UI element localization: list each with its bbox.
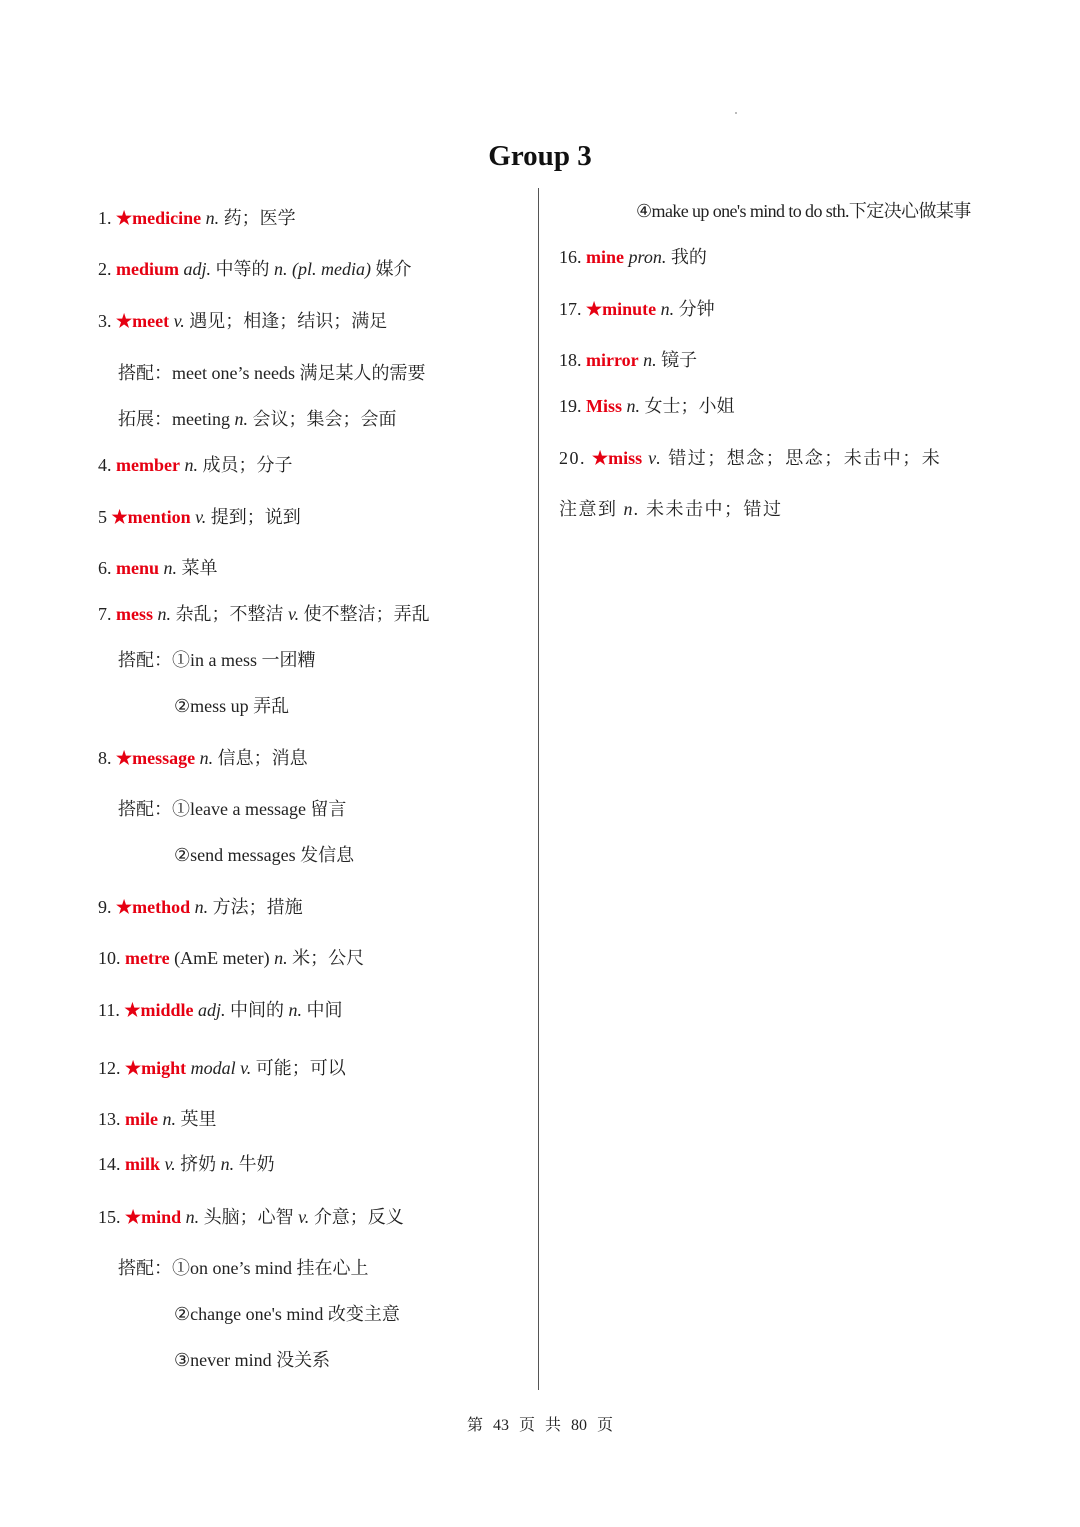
part-of-speech: n. [159, 558, 178, 578]
definition: 杂乱；不整洁 [171, 604, 288, 624]
entry-number: 12. [98, 1058, 125, 1078]
headword: ★method [116, 897, 191, 917]
definition: 使不整洁；弄乱 [299, 604, 430, 624]
part-of-speech: n. [274, 948, 288, 968]
definition: 可能；可以 [251, 1058, 346, 1078]
collocation: 搭配：①on one’s mind 挂在心上 [118, 1258, 369, 1278]
entry-6 [98, 555, 218, 581]
definition: 药；医学 [219, 208, 296, 228]
headword: ★mention [111, 507, 191, 527]
headword: ★medicine [116, 208, 202, 228]
part-of-speech: n. [179, 455, 198, 475]
definition: 女士；小姐 [640, 396, 735, 416]
headword: ★mind [125, 1207, 182, 1227]
definition: 镜子 [656, 350, 698, 370]
part-of-speech: v. [160, 1154, 176, 1174]
entry-number: 7. [98, 604, 116, 624]
entry-number: 17. [559, 299, 586, 319]
part-of-speech: n. [623, 499, 640, 519]
entry-number: 4. [98, 455, 116, 475]
headword: metre [125, 948, 170, 968]
definition: 错过；想念；思念；未击中；未 [662, 448, 942, 468]
headword: mile [125, 1109, 158, 1129]
entry-number: 8. [98, 748, 116, 768]
definition: 米；公尺 [287, 948, 365, 968]
definition: 成员；分子 [197, 455, 293, 475]
collocation: ④make up one's mind to do sth.下定决心做某事 [636, 201, 971, 221]
extension-text: 拓展：meeting [118, 409, 235, 429]
entry-number: 10. [98, 948, 125, 968]
definition: 我的 [666, 247, 707, 267]
definition: 菜单 [177, 558, 218, 578]
entry-9 [98, 894, 303, 920]
headword: medium [116, 259, 179, 279]
entry-number: 3. [98, 311, 116, 331]
extension [118, 406, 396, 432]
entry-18 [559, 347, 697, 373]
part-of-speech: n. [656, 299, 675, 319]
collocation: 搭配：①leave a message 留言 [118, 799, 347, 819]
definition: 中等的 [211, 259, 275, 279]
entry-17 [559, 296, 715, 322]
entry-number: 1. [98, 208, 116, 228]
entry-5 [98, 504, 301, 530]
collocation: ②mess up 弄乱 [174, 696, 290, 716]
definition: 遇见；相逢；结识；满足 [184, 311, 388, 331]
definition: 会议；集会；会面 [247, 409, 397, 429]
headword: ★might [125, 1058, 187, 1078]
entry-number: 20. [559, 448, 592, 468]
headword: ★minute [586, 299, 657, 319]
headword: menu [116, 558, 160, 578]
part-of-speech: adj. [193, 1000, 226, 1020]
part-of-speech: adj. [179, 259, 212, 279]
definition: 介意；反义 [309, 1207, 404, 1227]
collocation: 搭配：①in a mess 一团糟 [118, 650, 316, 670]
part-of-speech: pron. [624, 247, 667, 267]
variant: (AmE meter) [169, 948, 275, 968]
part-of-speech: n. [220, 1154, 235, 1174]
entry-14 [98, 1151, 275, 1177]
entry-number: 15. [98, 1207, 125, 1227]
entry-4 [98, 452, 292, 478]
part-of-speech: n. [153, 604, 171, 624]
part-of-speech: n. [158, 1109, 176, 1129]
collocation: ②send messages 发信息 [174, 845, 355, 865]
definition: 方法；措施 [208, 897, 303, 917]
collocation: 搭配：meet one’s needs 满足某人的需要 [118, 363, 426, 383]
headword: mine [586, 247, 624, 267]
entry-number: 11. [98, 1000, 125, 1020]
entry-8 [98, 745, 308, 771]
headword: ★message [116, 748, 196, 768]
headword: member [116, 455, 180, 475]
definition: 提到；说到 [206, 507, 301, 527]
entry-number: 18. [559, 350, 586, 370]
definition: 中间 [302, 1000, 343, 1020]
definition: 信息；消息 [213, 748, 308, 768]
part-of-speech: n. [638, 350, 657, 370]
part-of-speech: v. [169, 311, 185, 331]
part-of-speech: n. [288, 1000, 303, 1020]
speck [735, 112, 737, 114]
entry-number: 2. [98, 259, 116, 279]
definition: 英里 [176, 1109, 217, 1129]
part-of-speech: n. [190, 897, 209, 917]
entry-13 [98, 1106, 217, 1132]
headword: mess [116, 604, 153, 624]
part-of-speech: n. [195, 748, 214, 768]
entry-number: 6. [98, 558, 116, 578]
part-of-speech: v. [642, 448, 663, 468]
definition: 注意到 [559, 499, 624, 519]
headword: Miss [586, 396, 622, 416]
part-of-speech: n. (pl. media) [274, 259, 371, 279]
part-of-speech: modal v. [186, 1058, 252, 1078]
part-of-speech: n. [181, 1207, 200, 1227]
headword: ★middle [124, 1000, 194, 1020]
entry-12 [98, 1055, 346, 1081]
collocation: ③never mind 没关系 [174, 1350, 331, 1370]
part-of-speech: v. [288, 604, 300, 624]
entry-2 [98, 256, 412, 282]
headword: milk [125, 1154, 161, 1174]
entry-number: 9. [98, 897, 116, 917]
definition: 中间的 [225, 1000, 289, 1020]
page-title: Group 3 [488, 140, 592, 172]
definition: 头脑；心智 [199, 1207, 299, 1227]
entry-20-continued [559, 496, 783, 522]
entry-7 [98, 601, 430, 627]
entry-19 [559, 393, 735, 419]
entry-16 [559, 244, 707, 270]
headword: ★meet [116, 311, 170, 331]
part-of-speech: n. [201, 208, 220, 228]
page-number-footer: 第 43 页 共 80 页 [466, 1417, 613, 1434]
entry-15 [98, 1204, 404, 1230]
entry-11 [98, 997, 343, 1023]
part-of-speech: v. [190, 507, 207, 527]
entry-number: 19. [559, 396, 586, 416]
entry-number: 16. [559, 247, 586, 267]
entry-3 [98, 308, 387, 334]
part-of-speech: n. [622, 396, 640, 416]
entry-20 [559, 445, 941, 471]
entry-10 [98, 945, 364, 971]
entry-1 [98, 205, 296, 231]
headword: ★miss [592, 448, 643, 468]
part-of-speech: n. [234, 409, 248, 429]
definition: 媒介 [371, 259, 412, 279]
headword: mirror [586, 350, 639, 370]
definition: 牛奶 [234, 1154, 275, 1174]
entry-number: 13. [98, 1109, 125, 1129]
entry-number: 14. [98, 1154, 125, 1174]
entry-number: 5 [98, 507, 112, 527]
definition: 挤奶 [175, 1154, 221, 1174]
definition: 未未击中；错过 [640, 499, 783, 519]
part-of-speech: v. [298, 1207, 310, 1227]
definition: 分钟 [674, 299, 715, 319]
collocation: ②change one's mind 改变主意 [174, 1304, 400, 1324]
column-divider [538, 188, 539, 1390]
